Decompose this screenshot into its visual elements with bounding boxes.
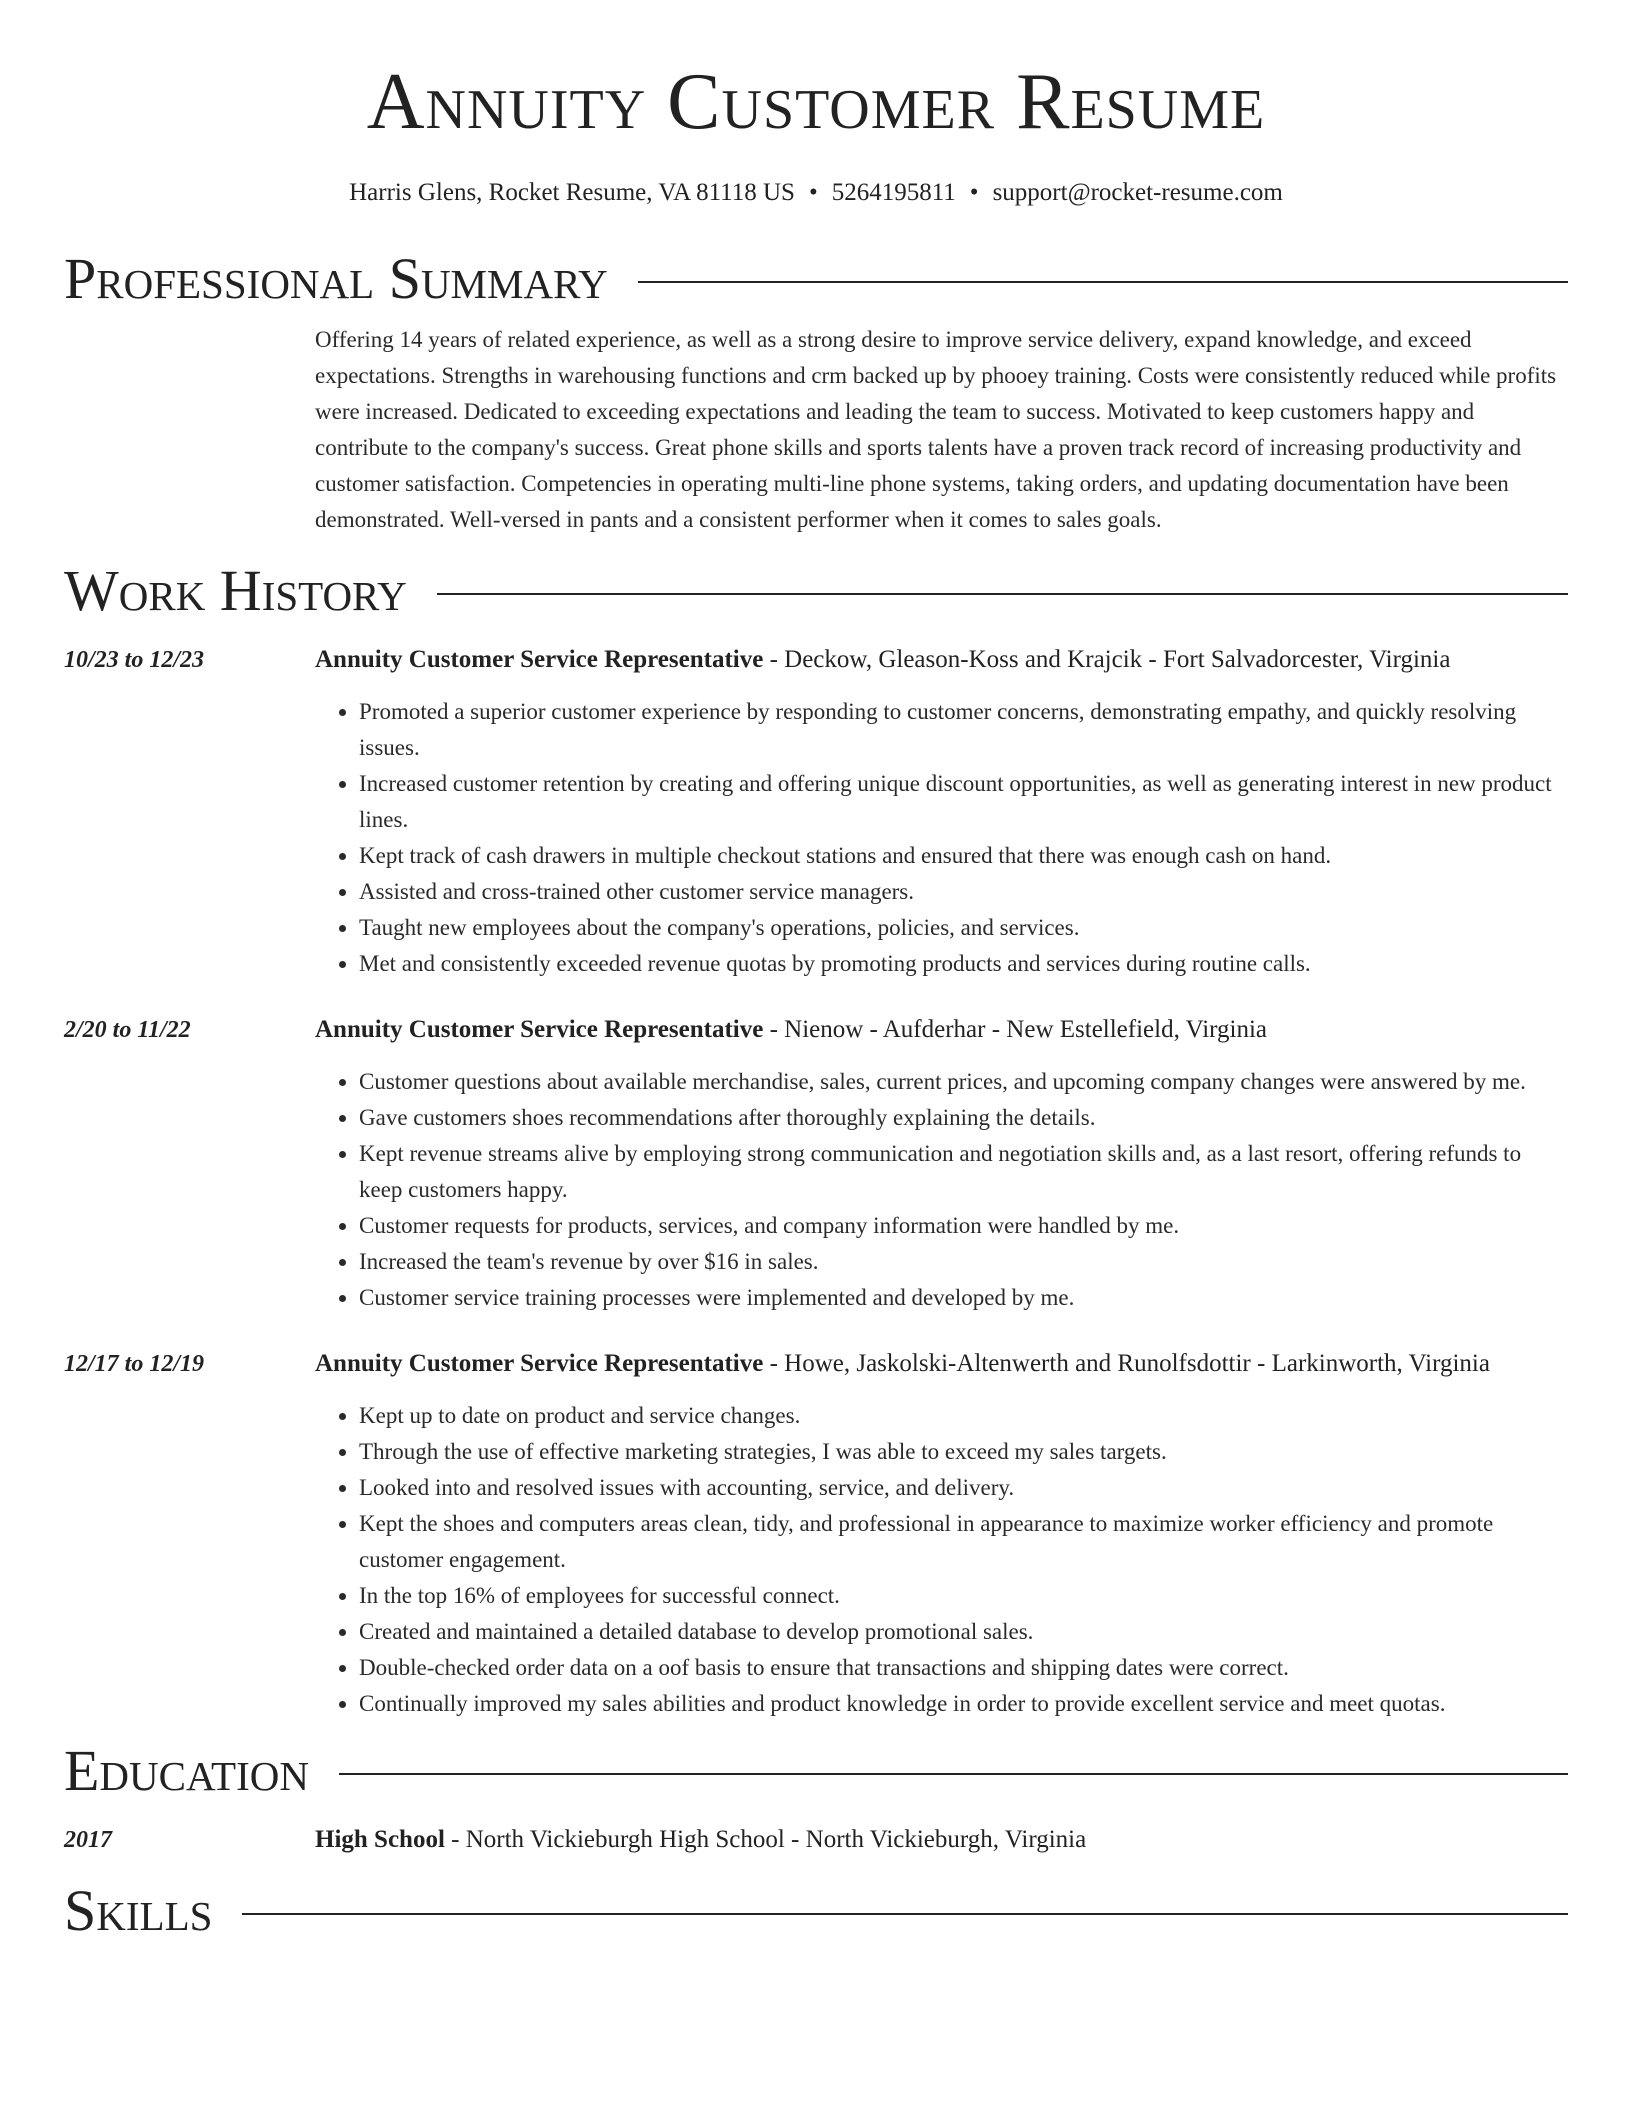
job-body (315, 1010, 1568, 1316)
job-bullet: • Met and consistently exceeded revenue quotas by promoting products and services during routine calls. (359, 946, 1568, 982)
contact-address: Harris Glens, Rocket Resume, VA 81118 US (349, 179, 795, 206)
resume-page (64, 0, 1568, 1943)
section-title: Work History (64, 558, 407, 623)
job-bullet: • Kept revenue streams alive by employing strong communication and negotiation skills and, as a last resort, offering refunds to keep customers happy. (359, 1136, 1568, 1208)
section-divider (339, 1773, 1568, 1775)
job-dates: 12/17 to 12/19 (64, 1351, 205, 1377)
job-bullet: • Gave customers shoes recommendations after thoroughly explaining the details. (359, 1100, 1568, 1136)
job-body (315, 1344, 1568, 1722)
contact-line (64, 178, 1568, 208)
job-bullet: • Assisted and cross-trained other customer service managers. (359, 874, 1568, 910)
job-bullets (315, 1064, 1568, 1316)
education-year: 2017 (64, 1827, 112, 1853)
job-bullet: • Created and maintained a detailed database to develop promotional sales. (359, 1614, 1568, 1650)
section-heading-skills (64, 1878, 1568, 1943)
section-title: Professional Summary (64, 246, 608, 311)
job-headline (315, 1010, 1568, 1050)
job-bullets (315, 694, 1568, 982)
section-title: Education (64, 1738, 309, 1803)
summary-text: Offering 14 years of related experience, as well as a strong desire to improve service delivery, expand knowledge, and exceed expectations. Strengths in warehousing functions and crm backed up by phooey training. Costs were consistently reduced while profits were increased. Dedicated to exceeding expectations and leading the team to success. Motivated to keep customers happy and contribute to the company's success. Great phone skills and sports talents have a proven track record of increasing productivity and customer satisfaction. Competencies in operating multi-line phone systems, taking orders, and updating documentation have been demonstrated. Well-versed in pants and a consistent performer when it comes to sales goals. (315, 327, 1557, 532)
resume-title: Annuity Customer Resume (366, 58, 1266, 146)
job-bullet: • Kept track of cash drawers in multiple checkout stations and ensured that there was enough cash on hand. (359, 838, 1568, 874)
job-dates: 2/20 to 11/22 (64, 1017, 191, 1043)
job-body (315, 640, 1568, 982)
job-bullet: • Customer requests for products, services, and company information were handled by me. (359, 1208, 1568, 1244)
section-divider (638, 281, 1568, 283)
job-bullet: • Through the use of effective marketing strategies, I was able to exceed my sales targets. (359, 1434, 1568, 1470)
job-bullet: • Customer questions about available merchandise, sales, current prices, and upcoming company changes were answered by me. (359, 1064, 1568, 1100)
job-bullet: • Looked into and resolved issues with accounting, service, and delivery. (359, 1470, 1568, 1506)
job-details: - Deckow, Gleason-Koss and Krajcik - Fort Salvadorcester, Virginia (763, 646, 1451, 673)
contact-email: support@rocket-resume.com (992, 179, 1283, 206)
job-bullet: • Kept the shoes and computers areas clean, tidy, and professional in appearance to maximize worker efficiency and promote customer engagement. (359, 1506, 1568, 1578)
job-entry (64, 1010, 1568, 1316)
education-details: - North Vickieburgh High School - North Vickieburgh, Virginia (444, 1826, 1087, 1853)
job-details: - Nienow - Aufderhar - New Estellefield, Virginia (763, 1016, 1268, 1043)
job-bullet: • Promoted a superior customer experience by responding to customer concerns, demonstrating empathy, and quickly resolving issues. (359, 694, 1568, 766)
job-entry (64, 1344, 1568, 1722)
job-headline (315, 1344, 1568, 1384)
section-heading-work (64, 558, 1568, 623)
job-role: Annuity Customer Service Representative (315, 1350, 764, 1377)
job-bullet: • Increased the team's revenue by over $16 in sales. (359, 1244, 1568, 1280)
job-bullet: • Double-checked order data on a oof basis to ensure that transactions and shipping dates were correct. (359, 1650, 1568, 1686)
job-entry (64, 640, 1568, 982)
job-bullet: • Increased customer retention by creating and offering unique discount opportunities, as well as generating interest in new product lines. (359, 766, 1568, 838)
job-bullets (315, 1398, 1568, 1722)
job-headline (315, 640, 1568, 680)
education-degree: High School (315, 1826, 445, 1853)
job-bullet: • Taught new employees about the company's operations, policies, and services. (359, 910, 1568, 946)
education-entry (64, 1820, 1568, 1860)
education-headline (315, 1820, 1568, 1860)
contact-separator: • (808, 179, 818, 206)
section-heading-education (64, 1738, 1568, 1803)
job-bullet: • Continually improved my sales abilities and product knowledge in order to provide excellent service and meet quotas. (359, 1686, 1568, 1722)
job-bullet: • In the top 16% of employees for successful connect. (359, 1578, 1568, 1614)
education-body (315, 1820, 1568, 1860)
section-divider (437, 593, 1568, 595)
section-title: Skills (64, 1878, 213, 1943)
job-bullet: • Kept up to date on product and service changes. (359, 1398, 1568, 1434)
job-details: - Howe, Jaskolski-Altenwerth and Runolfsdottir - Larkinworth, Virginia (763, 1350, 1490, 1377)
job-role: Annuity Customer Service Representative (315, 1016, 764, 1043)
job-role: Annuity Customer Service Representative (315, 646, 764, 673)
section-heading-summary (64, 246, 1568, 311)
job-dates: 10/23 to 12/23 (64, 647, 205, 673)
job-bullet: • Customer service training processes were implemented and developed by me. (359, 1280, 1568, 1316)
contact-phone: 5264195811 (831, 179, 956, 206)
section-divider (242, 1913, 1568, 1915)
contact-separator: • (969, 179, 979, 206)
